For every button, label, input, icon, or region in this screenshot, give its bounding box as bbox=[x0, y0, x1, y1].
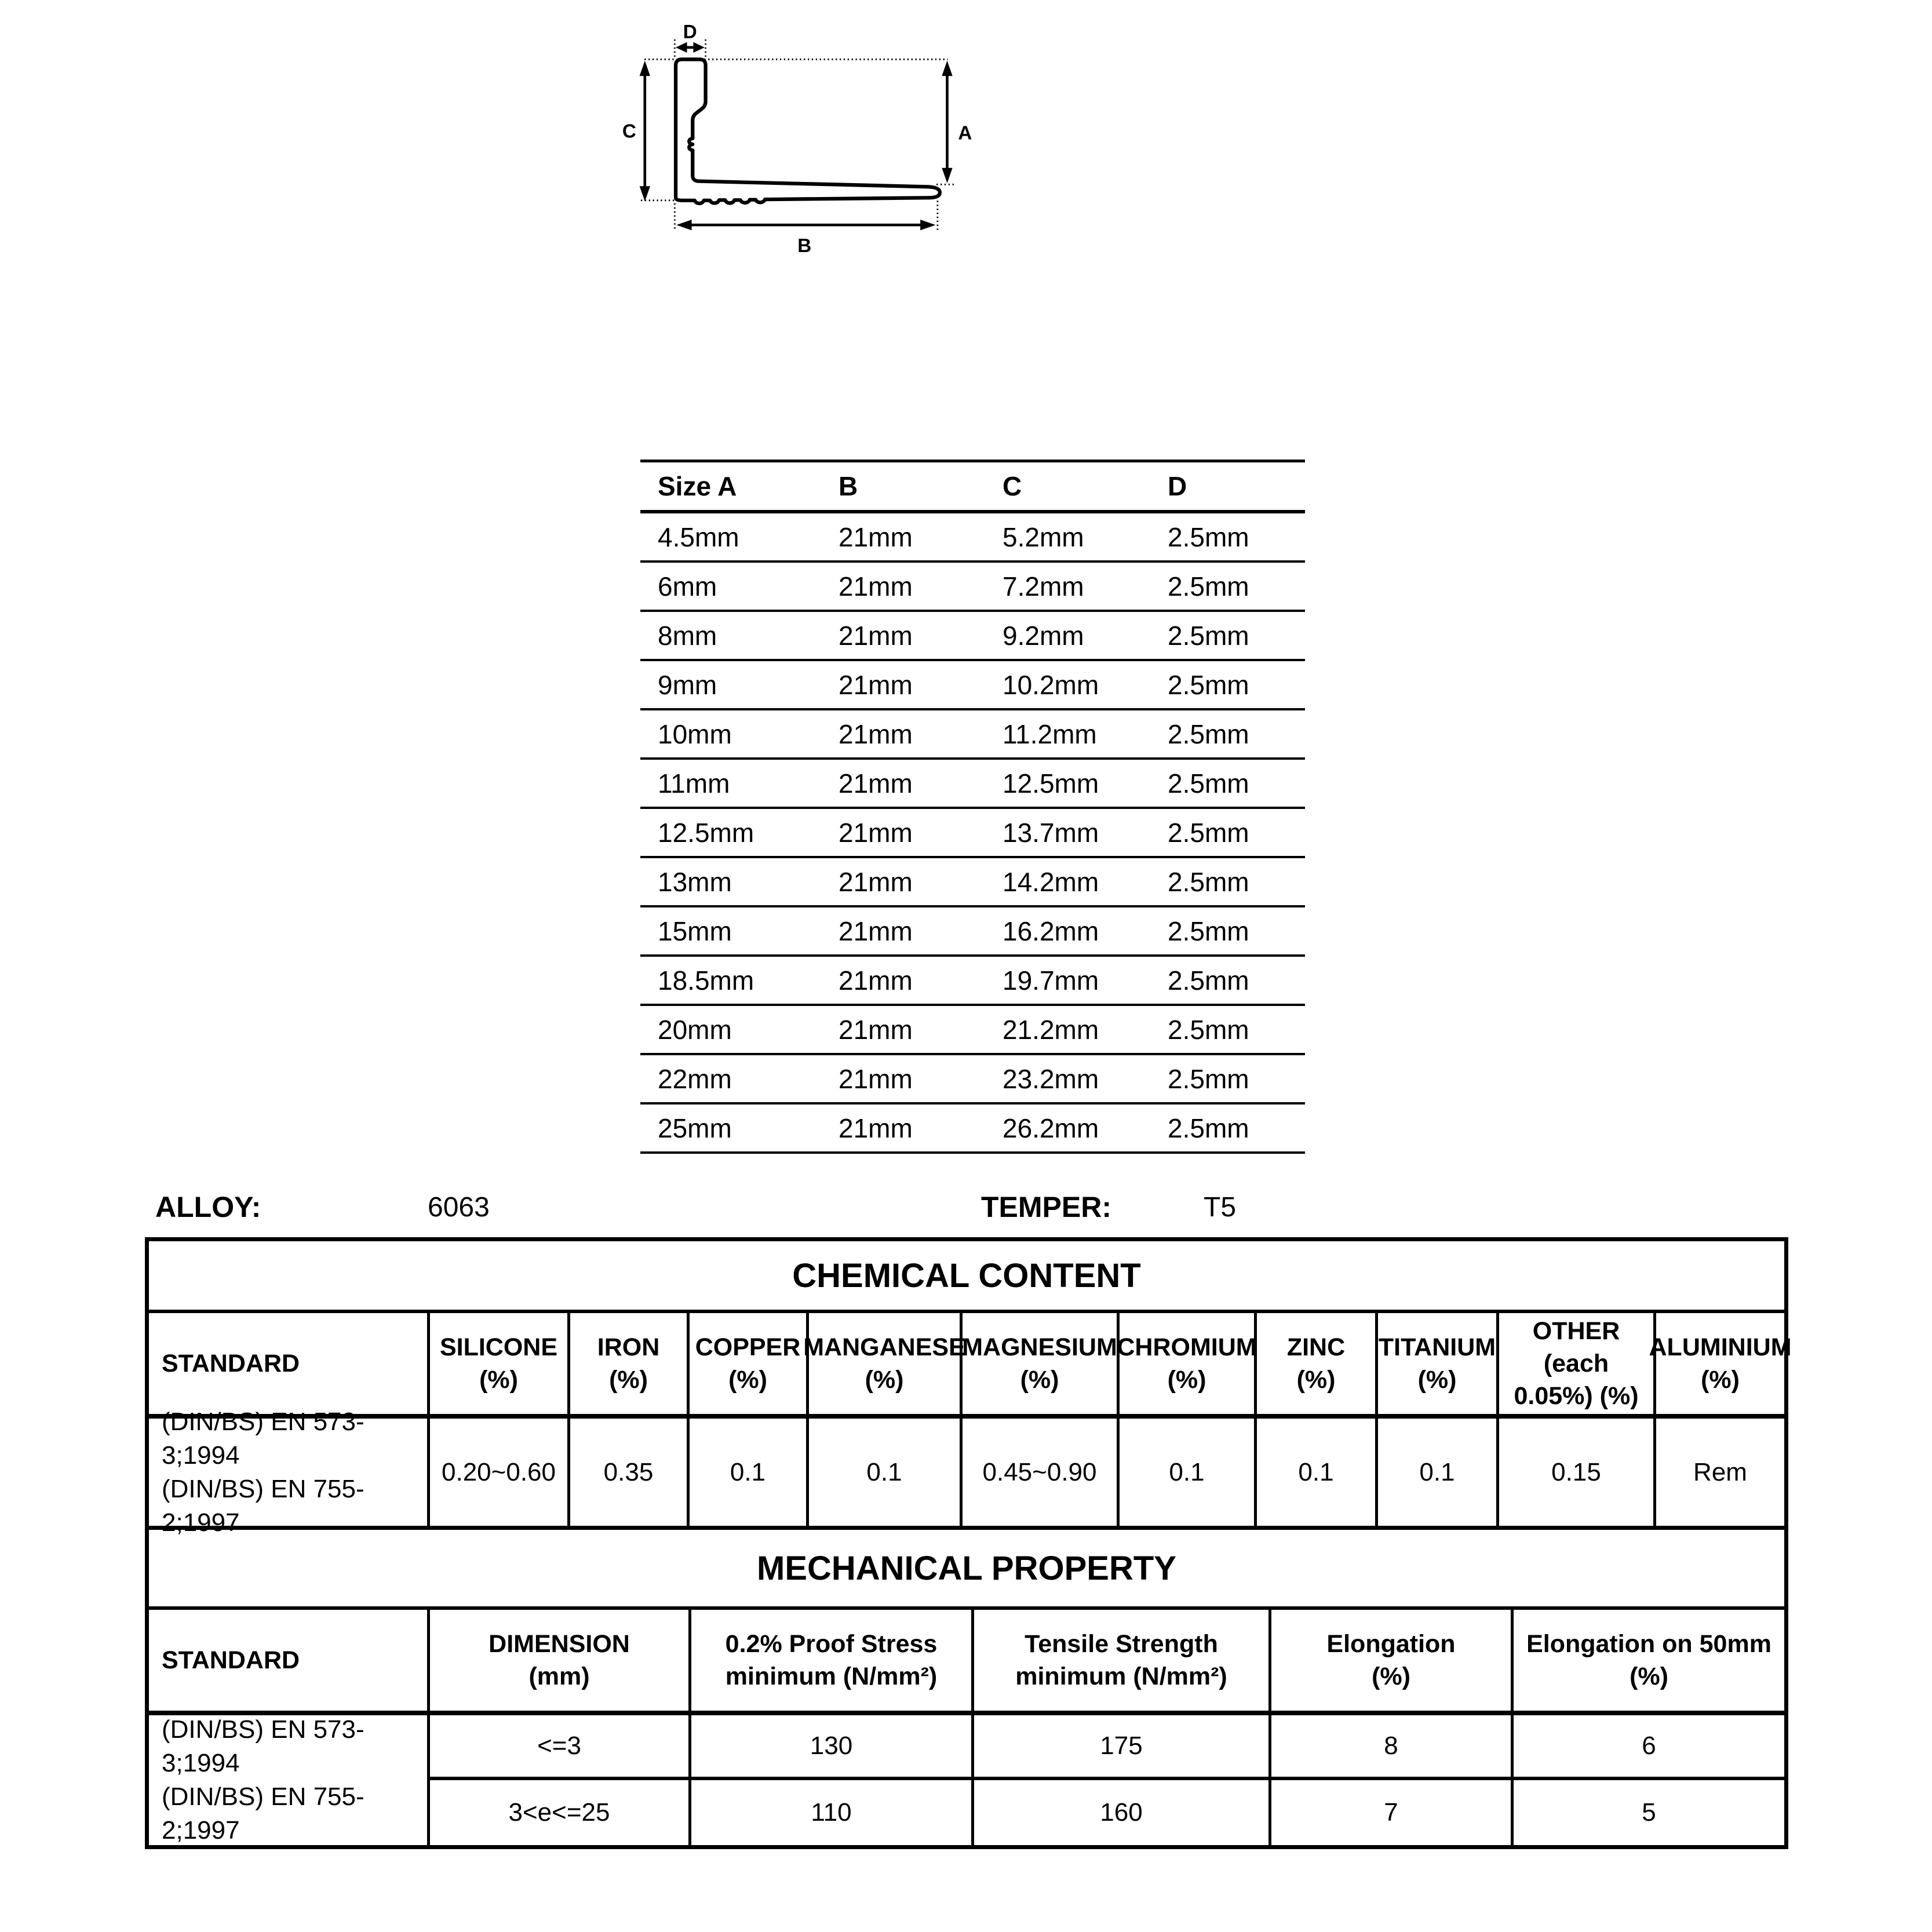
standard-line-1: (DIN/BS) EN 573-3;1994 bbox=[162, 1715, 364, 1777]
size-table-row bbox=[640, 858, 1305, 907]
size-cell: 14.2mm bbox=[1003, 866, 1099, 897]
arrowhead-b-left bbox=[676, 220, 691, 230]
size-table-row bbox=[640, 957, 1305, 1006]
size-cell: 2.5mm bbox=[1168, 1113, 1249, 1143]
header-line: 0.05%) (%) bbox=[1514, 1382, 1639, 1410]
header-line: 0.2% Proof Stress bbox=[725, 1630, 938, 1658]
chem-header-copper bbox=[687, 1313, 806, 1419]
mech-header-proof-stress bbox=[688, 1610, 971, 1715]
alloy-label: ALLOY: bbox=[155, 1191, 261, 1223]
standard-line-2: (DIN/BS) EN 755-2;1997 bbox=[162, 1474, 364, 1537]
standard-line-1: (DIN/BS) EN 573-3;1994 bbox=[162, 1407, 364, 1470]
header-line: (%) bbox=[1167, 1366, 1206, 1394]
size-col-header-a: Size A bbox=[658, 471, 737, 501]
arrowhead-a-down bbox=[942, 168, 952, 183]
chem-header-silicone bbox=[427, 1313, 567, 1419]
size-table-row bbox=[640, 1055, 1305, 1104]
chem-value-copper: 0.1 bbox=[687, 1419, 806, 1526]
arrowhead-d-left bbox=[676, 42, 687, 53]
size-cell: 21mm bbox=[839, 916, 913, 946]
header-line: MAGNESIUM bbox=[962, 1333, 1117, 1361]
chem-value-iron: 0.35 bbox=[567, 1419, 687, 1526]
header-line: SILICONE bbox=[439, 1333, 558, 1361]
header-line: (%) bbox=[865, 1366, 904, 1394]
size-cell: 9mm bbox=[658, 669, 717, 700]
mech-elongation50-row2: 5 bbox=[1511, 1780, 1784, 1845]
standard-text bbox=[162, 1405, 427, 1540]
size-cell: 21mm bbox=[839, 620, 913, 651]
chem-value-other: 0.15 bbox=[1496, 1419, 1653, 1526]
mech-elongation-row1: 8 bbox=[1268, 1715, 1511, 1780]
size-cell: 2.5mm bbox=[1168, 571, 1249, 602]
chem-value-magnesium: 0.45~0.90 bbox=[960, 1419, 1117, 1526]
chemical-header-row bbox=[149, 1313, 1792, 1419]
chem-value-manganese: 0.1 bbox=[806, 1419, 960, 1526]
size-cell: 10.2mm bbox=[1003, 669, 1099, 700]
header-line: TITANIUM bbox=[1378, 1333, 1496, 1361]
size-cell: 23.2mm bbox=[1003, 1063, 1099, 1094]
profile-diagram bbox=[579, 12, 1356, 452]
profile-outline bbox=[676, 59, 940, 203]
header-line: (%) bbox=[728, 1366, 767, 1394]
mech-header-dimension bbox=[427, 1610, 688, 1715]
size-cell: 21mm bbox=[839, 522, 913, 552]
mech-header-standard bbox=[149, 1610, 427, 1715]
chem-header-aluminium bbox=[1649, 1313, 1792, 1419]
size-cell: 26.2mm bbox=[1003, 1113, 1099, 1143]
chem-header-chromium bbox=[1117, 1313, 1257, 1419]
size-cell: 2.5mm bbox=[1168, 965, 1249, 996]
arrowhead-b-right bbox=[920, 220, 935, 230]
standard-line-2: (DIN/BS) EN 755-2;1997 bbox=[162, 1782, 364, 1844]
alloy-temper-line bbox=[0, 1187, 1932, 1224]
size-col-header-d: D bbox=[1168, 471, 1187, 501]
header-line: (mm) bbox=[528, 1663, 590, 1690]
dim-label-b: B bbox=[797, 235, 812, 257]
size-cell: 21mm bbox=[839, 1113, 913, 1143]
header-line: minimum (N/mm²) bbox=[1015, 1663, 1227, 1690]
size-col-header-c: C bbox=[1003, 471, 1022, 501]
size-cell: 20mm bbox=[658, 1014, 732, 1045]
chem-standard-cell bbox=[149, 1407, 427, 1537]
chem-value-silicone: 0.20~0.60 bbox=[427, 1419, 567, 1526]
size-cell: 12.5mm bbox=[658, 817, 754, 848]
header-line: IRON bbox=[597, 1333, 660, 1361]
size-table-row bbox=[640, 661, 1305, 710]
size-cell: 21mm bbox=[839, 1063, 913, 1094]
chem-header-zinc bbox=[1254, 1313, 1375, 1419]
size-cell: 21mm bbox=[839, 817, 913, 848]
size-cell: 21mm bbox=[839, 719, 913, 749]
size-cell: 2.5mm bbox=[1168, 866, 1249, 897]
chem-header-titanium bbox=[1375, 1313, 1496, 1419]
mech-dimension-row2: 3<e<=25 bbox=[427, 1780, 688, 1845]
standard-text bbox=[162, 1713, 427, 1847]
size-cell: 2.5mm bbox=[1168, 916, 1249, 946]
alloy-value: 6063 bbox=[428, 1192, 490, 1223]
chem-header-standard bbox=[149, 1313, 427, 1419]
size-table bbox=[640, 460, 1305, 1154]
size-table-row bbox=[640, 760, 1305, 809]
size-cell: 5.2mm bbox=[1003, 522, 1084, 552]
size-table-row bbox=[640, 1006, 1305, 1055]
mech-tensile-row1: 175 bbox=[971, 1715, 1268, 1780]
size-cell: 16.2mm bbox=[1003, 916, 1099, 946]
header-line: (%) bbox=[479, 1366, 518, 1394]
size-cell: 2.5mm bbox=[1168, 719, 1249, 749]
size-cell: 22mm bbox=[658, 1063, 732, 1094]
size-cell: 13.7mm bbox=[1003, 817, 1099, 848]
header-line: STANDARD bbox=[162, 1646, 300, 1674]
size-cell: 13mm bbox=[658, 866, 732, 897]
size-cell: 18.5mm bbox=[658, 965, 754, 996]
mech-header-elongation bbox=[1268, 1610, 1511, 1715]
header-line: (%) bbox=[1020, 1366, 1059, 1394]
header-line: ALUMINIUM bbox=[1649, 1333, 1792, 1361]
header-line: minimum (N/mm²) bbox=[725, 1663, 938, 1690]
header-line: OTHER (each bbox=[1532, 1317, 1620, 1377]
arrowhead-d-right bbox=[693, 42, 704, 53]
size-cell: 2.5mm bbox=[1168, 522, 1249, 552]
size-cell: 2.5mm bbox=[1168, 669, 1249, 700]
header-line: Tensile Strength bbox=[1025, 1630, 1218, 1658]
chem-value-aluminium: Rem bbox=[1653, 1419, 1784, 1526]
header-line: (%) bbox=[609, 1366, 648, 1394]
size-cell: 2.5mm bbox=[1168, 1014, 1249, 1045]
mech-header-elongation-50mm bbox=[1511, 1610, 1784, 1715]
size-col-header-b: B bbox=[839, 471, 858, 501]
mech-header-tensile-strength bbox=[971, 1610, 1268, 1715]
size-cell: 2.5mm bbox=[1168, 817, 1249, 848]
size-cell: 21mm bbox=[839, 571, 913, 602]
size-table-row bbox=[640, 563, 1305, 612]
size-cell: 11.2mm bbox=[1003, 719, 1097, 749]
header-line: STANDARD bbox=[162, 1350, 300, 1377]
header-line: MANGANESE bbox=[803, 1333, 965, 1361]
chem-header-manganese bbox=[803, 1313, 965, 1419]
size-cell: 25mm bbox=[658, 1113, 732, 1143]
chemical-content-title: CHEMICAL CONTENT bbox=[149, 1241, 1784, 1313]
size-table-header-row bbox=[640, 462, 1305, 513]
size-cell: 15mm bbox=[658, 916, 732, 946]
temper-value: T5 bbox=[1204, 1192, 1237, 1223]
size-cell: 21.2mm bbox=[1003, 1014, 1099, 1045]
chemical-data-wrap bbox=[149, 1407, 1784, 1537]
mech-proof-stress-row2: 110 bbox=[688, 1780, 971, 1845]
chem-header-iron bbox=[567, 1313, 687, 1419]
arrowhead-c-up bbox=[640, 61, 650, 76]
size-table-row bbox=[640, 513, 1305, 563]
size-cell: 2.5mm bbox=[1168, 1063, 1249, 1094]
size-cell: 21mm bbox=[839, 866, 913, 897]
header-line: (%) bbox=[1296, 1366, 1336, 1394]
dim-label-c: C bbox=[622, 121, 636, 143]
mech-elongation50-row1: 6 bbox=[1511, 1715, 1784, 1780]
size-cell: 21mm bbox=[839, 669, 913, 700]
header-line: (%) bbox=[1701, 1366, 1740, 1394]
size-table-row bbox=[640, 809, 1305, 858]
size-cell: 8mm bbox=[658, 620, 717, 651]
size-cell: 6mm bbox=[658, 571, 717, 602]
arrowhead-a-up bbox=[942, 61, 952, 76]
temper-label: TEMPER: bbox=[981, 1191, 1111, 1223]
header-line: CHROMIUM bbox=[1117, 1333, 1257, 1361]
size-table-row bbox=[640, 612, 1305, 661]
size-cell: 11mm bbox=[658, 768, 730, 799]
header-line: (%) bbox=[1630, 1663, 1668, 1690]
chemical-data-row bbox=[149, 1407, 1784, 1537]
header-line: ZINC bbox=[1286, 1333, 1346, 1361]
size-table-row bbox=[640, 1104, 1305, 1154]
size-cell: 9.2mm bbox=[1003, 620, 1084, 651]
mechanical-data-rows bbox=[149, 1715, 1784, 1845]
mechanical-header-row bbox=[149, 1610, 1784, 1715]
chem-value-chromium: 0.1 bbox=[1117, 1419, 1254, 1526]
size-cell: 2.5mm bbox=[1168, 768, 1249, 799]
header-line: Elongation bbox=[1326, 1630, 1456, 1658]
chem-value-zinc: 0.1 bbox=[1254, 1419, 1375, 1526]
size-cell: 2.5mm bbox=[1168, 620, 1249, 651]
size-cell: 19.7mm bbox=[1003, 965, 1099, 996]
chem-header-other bbox=[1496, 1313, 1653, 1419]
header-line: (%) bbox=[1372, 1663, 1410, 1690]
size-cell: 7.2mm bbox=[1003, 571, 1084, 602]
header-line: COPPER bbox=[695, 1333, 801, 1361]
chem-header-magnesium bbox=[960, 1313, 1117, 1419]
mech-tensile-row2: 160 bbox=[971, 1780, 1268, 1845]
arrowhead-c-down bbox=[640, 186, 650, 201]
dim-label-d: D bbox=[683, 21, 697, 43]
header-line: Elongation on 50mm bbox=[1526, 1630, 1771, 1658]
dim-label-a: A bbox=[958, 122, 972, 144]
size-cell: 10mm bbox=[658, 719, 732, 749]
mechanical-property-title: MECHANICAL PROPERTY bbox=[149, 1530, 1784, 1610]
size-table-row bbox=[640, 907, 1305, 957]
mech-elongation-row2: 7 bbox=[1268, 1780, 1511, 1845]
size-table-row bbox=[640, 710, 1305, 760]
header-line: (%) bbox=[1417, 1366, 1457, 1394]
size-cell: 21mm bbox=[839, 768, 913, 799]
spec-table bbox=[145, 1237, 1792, 1849]
header-line: DIMENSION bbox=[489, 1630, 630, 1658]
size-cell: 12.5mm bbox=[1003, 768, 1099, 799]
size-cell: 21mm bbox=[839, 965, 913, 996]
size-cell: 4.5mm bbox=[658, 522, 739, 552]
mech-dimension-row1: <=3 bbox=[427, 1715, 688, 1780]
size-cell: 21mm bbox=[839, 1014, 913, 1045]
mech-proof-stress-row1: 130 bbox=[688, 1715, 971, 1780]
chem-value-titanium: 0.1 bbox=[1375, 1419, 1496, 1526]
mech-standard-cell bbox=[149, 1715, 427, 1845]
